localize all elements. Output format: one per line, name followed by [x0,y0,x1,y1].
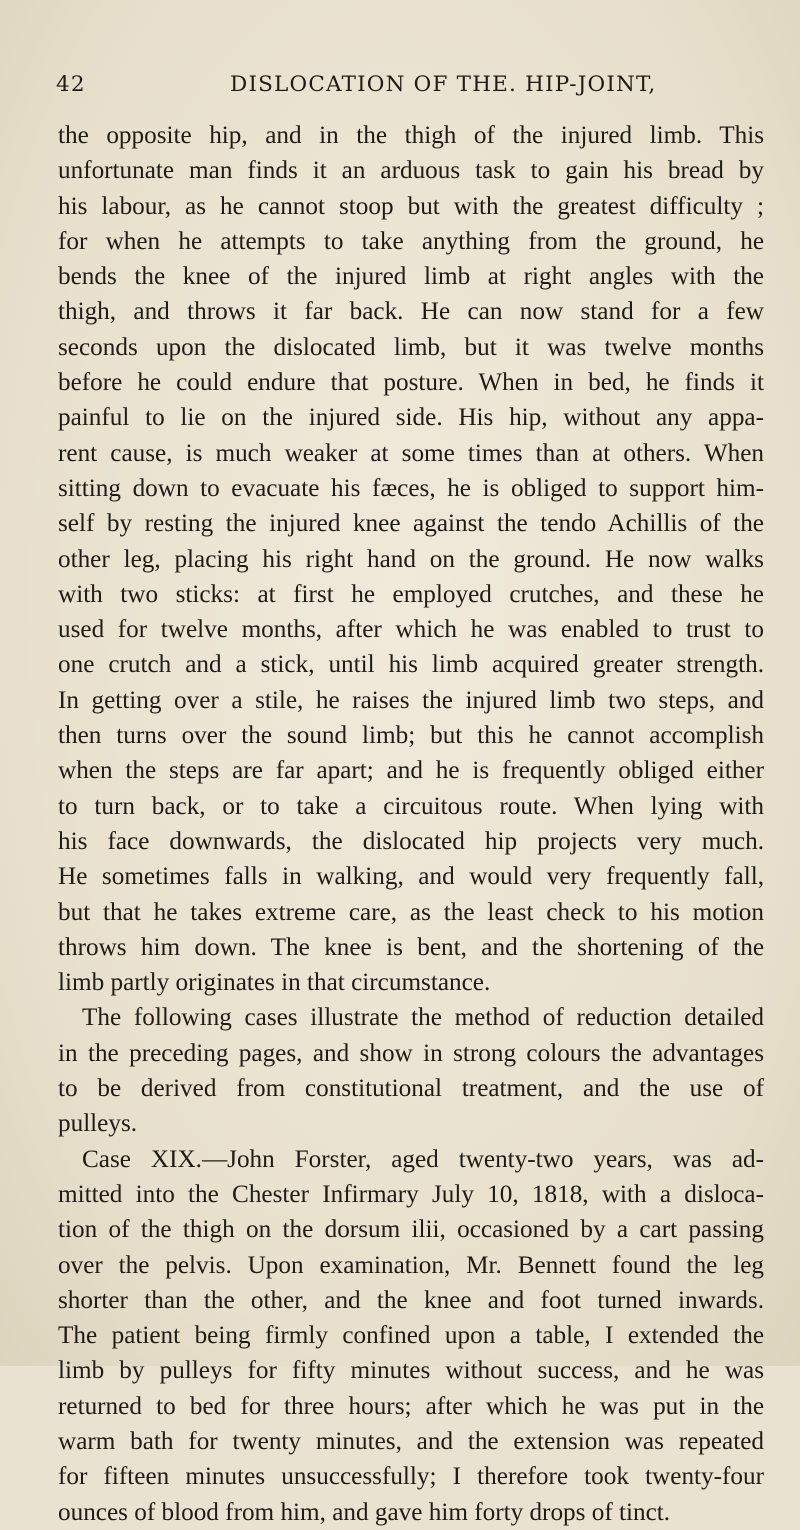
text-line: the opposite hip, and in the thigh of the injured limb. This [58,122,764,149]
text-line: in the preceding pages, and show in strong colours the advantages [58,1039,764,1067]
text-line: rent cause, is much weaker at some times than at others. When [58,439,764,467]
text-line: unfortunate man finds it an arduous task to gain his bread by [58,157,764,185]
text-line: other leg, placing his right hand on the ground. He now walks [58,545,764,573]
text-line: warm bath for twenty minutes, and the extension was repeated [58,1427,764,1455]
text-line: limb by pulleys for fifty minutes without success, and he was [58,1357,764,1385]
text-line: thigh, and throws it far back. He can now stand for a few [58,298,764,326]
text-line: self by resting the injured knee against the tendo Achillis of the [58,510,764,538]
text-line: bends the knee of the injured limb at right angles with the [58,263,764,291]
text-line: shorter than the other, and the knee and foot turned inwards. [58,1286,764,1314]
text-line: when the steps are far apart; and he is frequently obliged either [58,757,764,785]
text-line: The patient being firmly confined upon a table, I extended the [58,1322,764,1350]
page-number: 42 [56,72,86,97]
body-text [58,118,764,1530]
text-line: to turn back, or to take a circuitous route. When lying with [58,792,764,820]
text-line: ounces of blood from him, and gave him forty drops of tinct. [58,1498,671,1526]
text-line: for when he attempts to take anything from the ground, he [58,227,764,255]
paragraph [58,118,764,1000]
text-line: throws him down. The knee is bent, and the shortening of the [58,933,764,961]
text-line: his face downwards, the dislocated hip projects very much. [58,827,764,855]
text-line: seconds upon the dislocated limb, but it was twelve months [58,333,764,361]
text-line: limb partly originates in that circumstance. [58,969,491,997]
text-line: over the pelvis. Upon examination, Mr. Bennett found the leg [58,1251,764,1279]
text-line: pulleys. [58,1110,138,1138]
text-line: tion of the thigh on the dorsum ilii, occasioned by a cart passing [58,1216,764,1244]
text-line: He sometimes falls in walking, and would very frequently fall, [58,863,764,891]
text-line: Case XIX.—John Forster, aged twenty-two years, was ad- [82,1145,764,1173]
text-line: returned to bed for three hours; after which he was put in the [58,1392,764,1420]
page-header [40,72,760,112]
text-line: his labour, as he cannot stoop but with the greatest difficulty ; [58,192,764,220]
text-line: used for twelve months, after which he was enabled to trust to [58,616,764,644]
text-line: painful to lie on the injured side. His hip, without any appa- [58,404,764,432]
paragraph [58,1142,764,1530]
text-line: for fifteen minutes unsuccessfully; I therefore took twenty-four [58,1463,764,1491]
text-line: In getting over a stile, he raises the injured limb two steps, and [58,686,764,714]
text-line: to be derived from constitutional treatment, and the use of [58,1075,764,1103]
text-line: with two sticks: at first he employed crutches, and these he [58,580,764,608]
text-line: then turns over the sound limb; but this he cannot accomplish [58,722,764,750]
running-head: DISLOCATION OF THE. HIP-JOINT, [230,72,657,97]
text-line: before he could endure that posture. When in bed, he finds it [58,369,764,397]
paragraph [58,1000,764,1141]
text-line: sitting down to evacuate his fæces, he is obliged to support him- [58,474,764,502]
text-line: The following cases illustrate the method of reduction detailed [82,1004,764,1032]
text-line: mitted into the Chester Infirmary July 10, 1818, with a disloca- [58,1180,764,1208]
text-line: one crutch and a stick, until his limb acquired greater strength. [58,651,764,679]
text-line: but that he takes extreme care, as the least check to his motion [58,898,764,926]
